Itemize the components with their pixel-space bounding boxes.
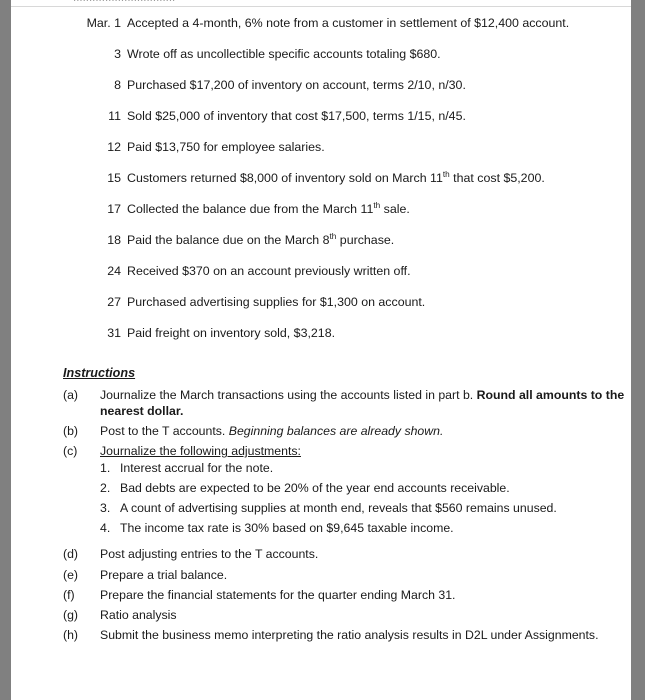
transaction-row	[11, 202, 631, 218]
left-page-gutter	[0, 0, 11, 700]
instruction-marker: (b)	[63, 423, 79, 438]
transaction-description: Purchased advertising supplies for $1,300 on account.	[127, 295, 426, 309]
transaction-description: Paid freight on inventory sold, $3,218.	[127, 326, 336, 340]
instruction-emphasis-bold: Round all amounts to the nearest dollar.	[100, 387, 625, 418]
instruction-marker: (h)	[63, 628, 79, 643]
adjustment-marker: 3.	[100, 501, 111, 516]
instruction-marker: (g)	[63, 607, 79, 622]
ordinal-suffix: th	[329, 231, 337, 241]
transaction-date: 17	[107, 202, 121, 216]
adjustment-marker: 4.	[100, 521, 111, 536]
transaction-row	[11, 233, 631, 249]
instruction-marker: (f)	[63, 587, 75, 602]
instructions-heading: Instructions	[63, 365, 136, 380]
adjustment-item	[100, 521, 631, 537]
transaction-date: Mar. 1	[86, 16, 121, 30]
transaction-date: 12	[107, 140, 121, 154]
instruction-emphasis-italic: Beginning balances are already shown.	[228, 423, 444, 438]
transaction-description: Collected the balance due from the March 11th sale.	[127, 200, 410, 216]
document-sheet	[11, 0, 631, 700]
transaction-description: Purchased $17,200 of inventory on account, terms 2/10, n/30.	[127, 78, 466, 92]
instruction-marker: (a)	[63, 387, 79, 402]
instruction-item	[63, 443, 631, 541]
instructions-section	[11, 366, 631, 644]
transaction-date: 31	[107, 326, 121, 340]
instruction-text: Post adjusting entries to the T accounts.	[100, 547, 319, 562]
instruction-item	[63, 387, 631, 419]
instructions-list	[63, 387, 631, 644]
instruction-text: Prepare a trial balance.	[100, 567, 228, 582]
instruction-item	[63, 627, 631, 643]
transaction-row	[11, 326, 631, 342]
adjustment-item	[100, 461, 631, 477]
transaction-description: Sold $25,000 of inventory that cost $17,500, terms 1/15, n/45.	[127, 109, 466, 123]
instruction-text: Prepare the financial statements for the quarter ending March 31.	[100, 587, 456, 602]
transaction-date: 24	[107, 264, 121, 278]
transaction-description: Paid $13,750 for employee salaries.	[127, 140, 325, 154]
transaction-row	[11, 16, 631, 32]
transaction-row	[11, 295, 631, 311]
instruction-marker: (c)	[63, 444, 78, 459]
adjustment-text: The income tax rate is 30% based on $9,645 taxable income.	[120, 521, 454, 536]
instruction-text: Ratio analysis	[100, 607, 177, 622]
adjustment-text: Bad debts are expected to be 20% of the year end accounts receivable.	[120, 481, 510, 496]
transaction-description: Customers returned $8,000 of inventory sold on March 11th that cost $5,200.	[127, 169, 545, 185]
ordinal-suffix: th	[442, 169, 450, 179]
instruction-item	[63, 423, 631, 439]
adjustment-text: A count of advertising supplies at month end, reveals that $560 remains unused.	[120, 501, 557, 516]
transaction-date: 3	[114, 47, 121, 61]
instruction-marker: (e)	[63, 567, 79, 582]
transaction-description: Paid the balance due on the March 8th purchase.	[127, 231, 395, 247]
adjustment-text: Interest accrual for the note.	[120, 461, 274, 476]
adjustment-item	[100, 501, 631, 517]
transaction-row	[11, 171, 631, 187]
instruction-marker: (d)	[63, 547, 79, 562]
instruction-item	[63, 546, 631, 562]
instruction-text: Post to the T accounts. Beginning balances are already shown.	[100, 423, 444, 438]
transaction-row	[11, 47, 631, 63]
transaction-date: 15	[107, 171, 121, 185]
cut-off-text	[73, 0, 175, 4]
adjustment-item	[100, 481, 631, 497]
instruction-text: Journalize the following adjustments:	[100, 444, 301, 459]
adjustment-marker: 2.	[100, 481, 111, 496]
transaction-date: 11	[108, 109, 121, 123]
transaction-description: Accepted a 4-month, 6% note from a customer in settlement of $12,400 account.	[127, 16, 570, 30]
instruction-item	[63, 587, 631, 603]
transaction-row	[11, 140, 631, 156]
transaction-date: 27	[107, 295, 121, 309]
transaction-description: Received $370 on an account previously written off.	[127, 264, 411, 278]
instruction-item	[63, 607, 631, 623]
ordinal-suffix: th	[373, 200, 381, 210]
document-content	[11, 7, 631, 643]
transaction-row	[11, 109, 631, 125]
right-page-gutter	[631, 0, 645, 700]
instruction-text: Submit the business memo interpreting the ratio analysis results in D2L under Assignments.	[100, 628, 599, 643]
adjustment-marker: 1.	[100, 461, 111, 476]
transaction-list	[11, 16, 631, 342]
transaction-date: 18	[107, 233, 121, 247]
adjustment-list	[100, 461, 631, 537]
cut-off-text-sliver	[11, 0, 631, 6]
instruction-item	[63, 567, 631, 583]
transaction-date: 8	[114, 78, 121, 92]
instruction-text: Journalize the March transactions using the accounts listed in part b. Round all amounts to the nearest dollar.	[100, 387, 625, 418]
transaction-row	[11, 78, 631, 94]
transaction-row	[11, 264, 631, 280]
transaction-description: Wrote off as uncollectible specific accounts totaling $680.	[127, 47, 441, 61]
